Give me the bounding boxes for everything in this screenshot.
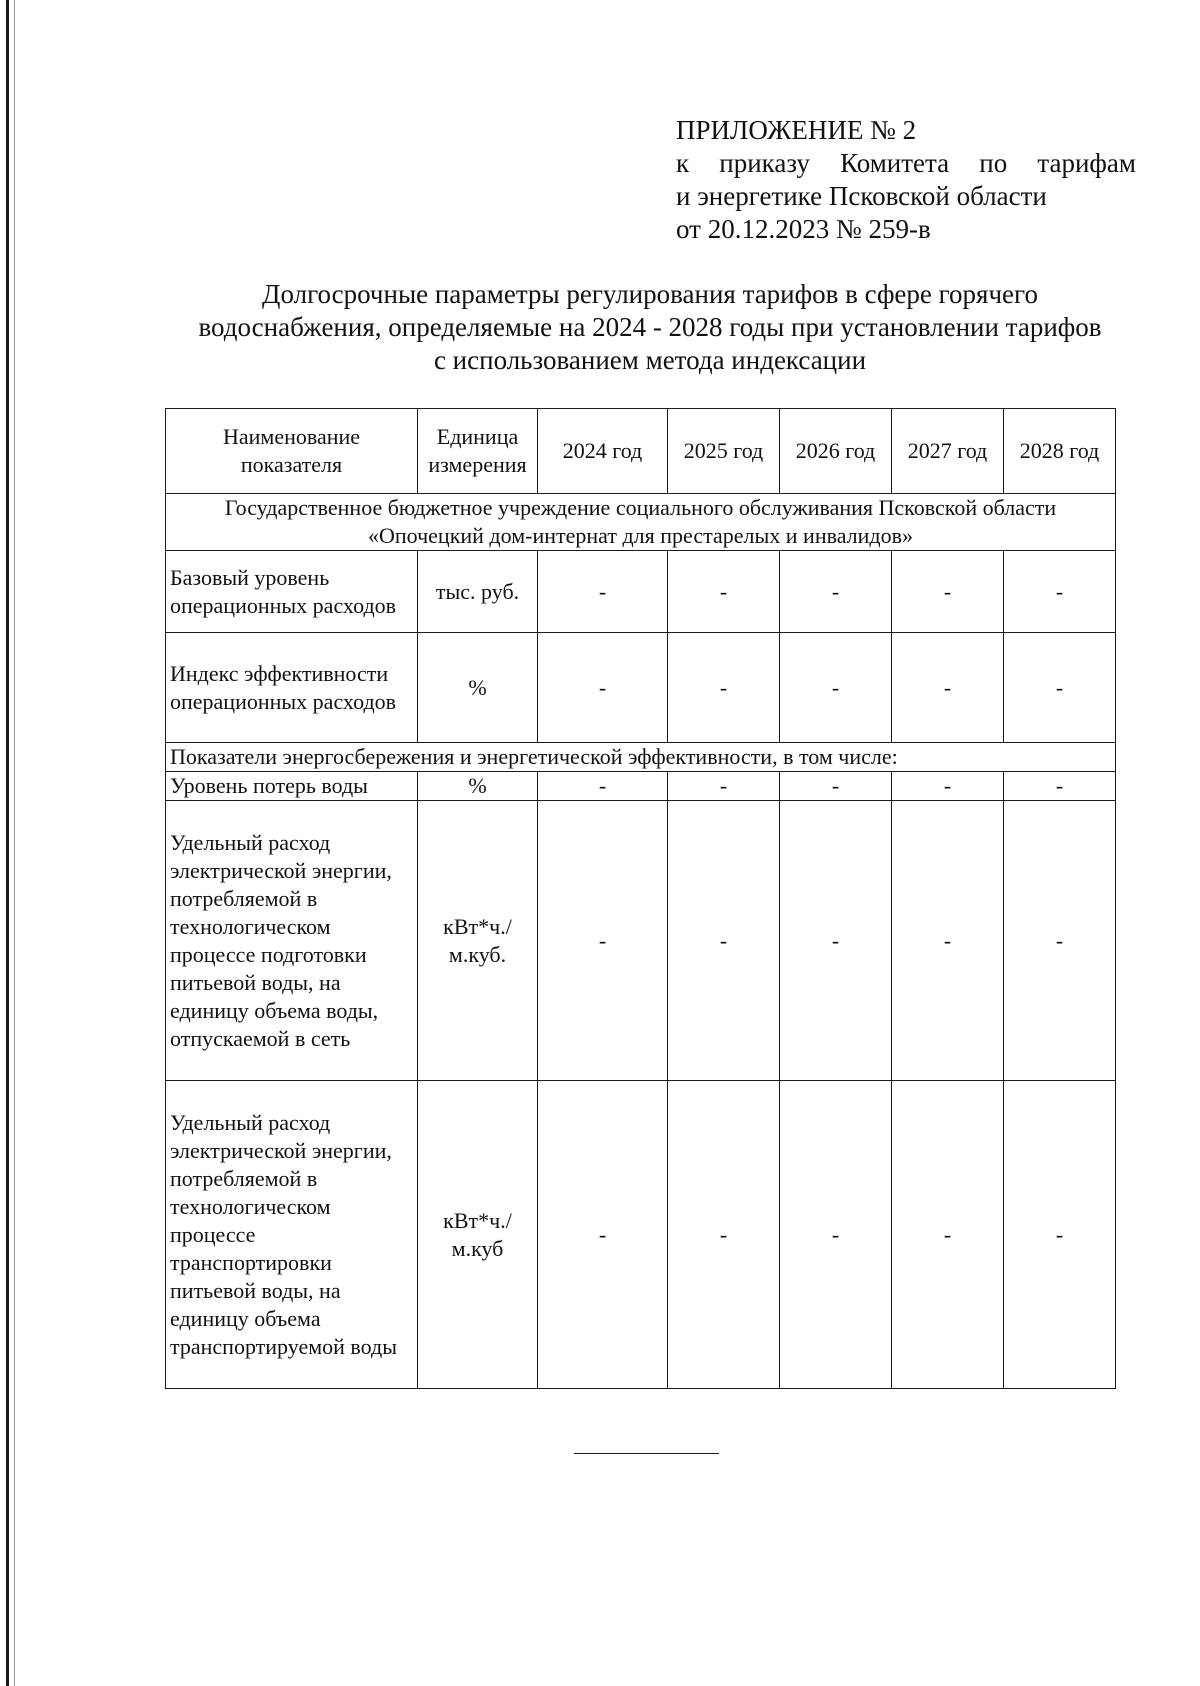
organization-line-2: «Опочецкий дом-интернат для престарелых и инвалидов»: [368, 523, 913, 548]
table-row: [166, 633, 1116, 743]
row-name: Удельный расход электрической энергии, потребляемой в технологическом процессе подготовки питьевой воды, на единицу объема воды, отпускаемой в сеть: [166, 801, 418, 1081]
row-value-2028: -: [1004, 1081, 1116, 1389]
row-value-2027: -: [892, 1081, 1004, 1389]
row-value-2024: -: [538, 1081, 668, 1389]
header-unit: Единица измерения: [418, 409, 538, 494]
row-value-2024: -: [538, 772, 668, 801]
row-name: Индекс эффективности операционных расходов: [166, 633, 418, 743]
header-year-2028: 2028 год: [1004, 409, 1116, 494]
row-value-2028: -: [1004, 801, 1116, 1081]
row-value-2028: -: [1004, 772, 1116, 801]
header-year-2027: 2027 год: [892, 409, 1004, 494]
header-year-2024: 2024 год: [538, 409, 668, 494]
row-value-2026: -: [780, 772, 892, 801]
document-title: [150, 278, 1150, 377]
row-value-2025: -: [668, 551, 780, 633]
row-value-2024: -: [538, 633, 668, 743]
row-value-2025: -: [668, 633, 780, 743]
closing-rule: [574, 1453, 719, 1454]
parameters-table: [165, 408, 1116, 1389]
row-value-2026: -: [780, 1081, 892, 1389]
approval-committee-line: и энергетике Псковской области: [676, 181, 1047, 211]
row-value-2028: -: [1004, 633, 1116, 743]
approval-date-line: от 20.12.2023 № 259-в: [676, 214, 931, 244]
approval-appendix-number: ПРИЛОЖЕНИЕ № 2: [676, 115, 917, 145]
row-name: Базовый уровень операционных расходов: [166, 551, 418, 633]
row-value-2025: -: [668, 801, 780, 1081]
table-row: [166, 801, 1116, 1081]
table-row: [166, 1081, 1116, 1389]
row-value-2027: -: [892, 801, 1004, 1081]
row-unit: кВт*ч./м.куб.: [418, 801, 538, 1081]
approval-block: [676, 114, 1136, 246]
row-unit: тыс. руб.: [418, 551, 538, 633]
row-value-2025: -: [668, 772, 780, 801]
row-unit: %: [418, 633, 538, 743]
title-line-2: водоснабжения, определяемые на 2024 - 2028 годы при установлении тарифов: [198, 312, 1102, 342]
row-name: Уровень потерь воды: [166, 772, 418, 801]
row-value-2025: -: [668, 1081, 780, 1389]
row-value-2027: -: [892, 551, 1004, 633]
row-value-2024: -: [538, 801, 668, 1081]
header-name: Наименование показателя: [166, 409, 418, 494]
row-name: Удельный расход электрической энергии, потребляемой в технологическом процессе транспортировки питьевой воды, на единицу объема транспортируемой воды: [166, 1081, 418, 1389]
row-value-2027: -: [892, 633, 1004, 743]
organization-line-1: Государственное бюджетное учреждение социального обслуживания Псковской области: [224, 495, 1057, 520]
row-value-2024: -: [538, 551, 668, 633]
row-value-2026: -: [780, 551, 892, 633]
approval-order-line: к приказу Комитета по тарифам: [676, 148, 1136, 178]
row-value-2028: -: [1004, 551, 1116, 633]
table-row: [166, 551, 1116, 633]
header-year-2025: 2025 год: [668, 409, 780, 494]
organization-row: [166, 494, 1116, 551]
section-row: [166, 743, 1116, 772]
table-header-row: [166, 409, 1116, 494]
row-unit: %: [418, 772, 538, 801]
header-year-2026: 2026 год: [780, 409, 892, 494]
row-value-2027: -: [892, 772, 1004, 801]
organization-name-cell: [166, 494, 1116, 551]
scan-edge-shadow: [6, 0, 9, 1686]
title-line-3: с использованием метода индексации: [433, 345, 867, 375]
energy-section-heading: Показатели энергосбережения и энергетической эффективности, в том числе:: [166, 743, 1116, 772]
row-value-2026: -: [780, 801, 892, 1081]
title-line-1: Долгосрочные параметры регулирования тарифов в сфере горячего: [262, 279, 1038, 309]
row-unit: кВт*ч./м.куб: [418, 1081, 538, 1389]
scan-edge-line: [14, 0, 15, 1686]
table-row: [166, 772, 1116, 801]
row-value-2026: -: [780, 633, 892, 743]
